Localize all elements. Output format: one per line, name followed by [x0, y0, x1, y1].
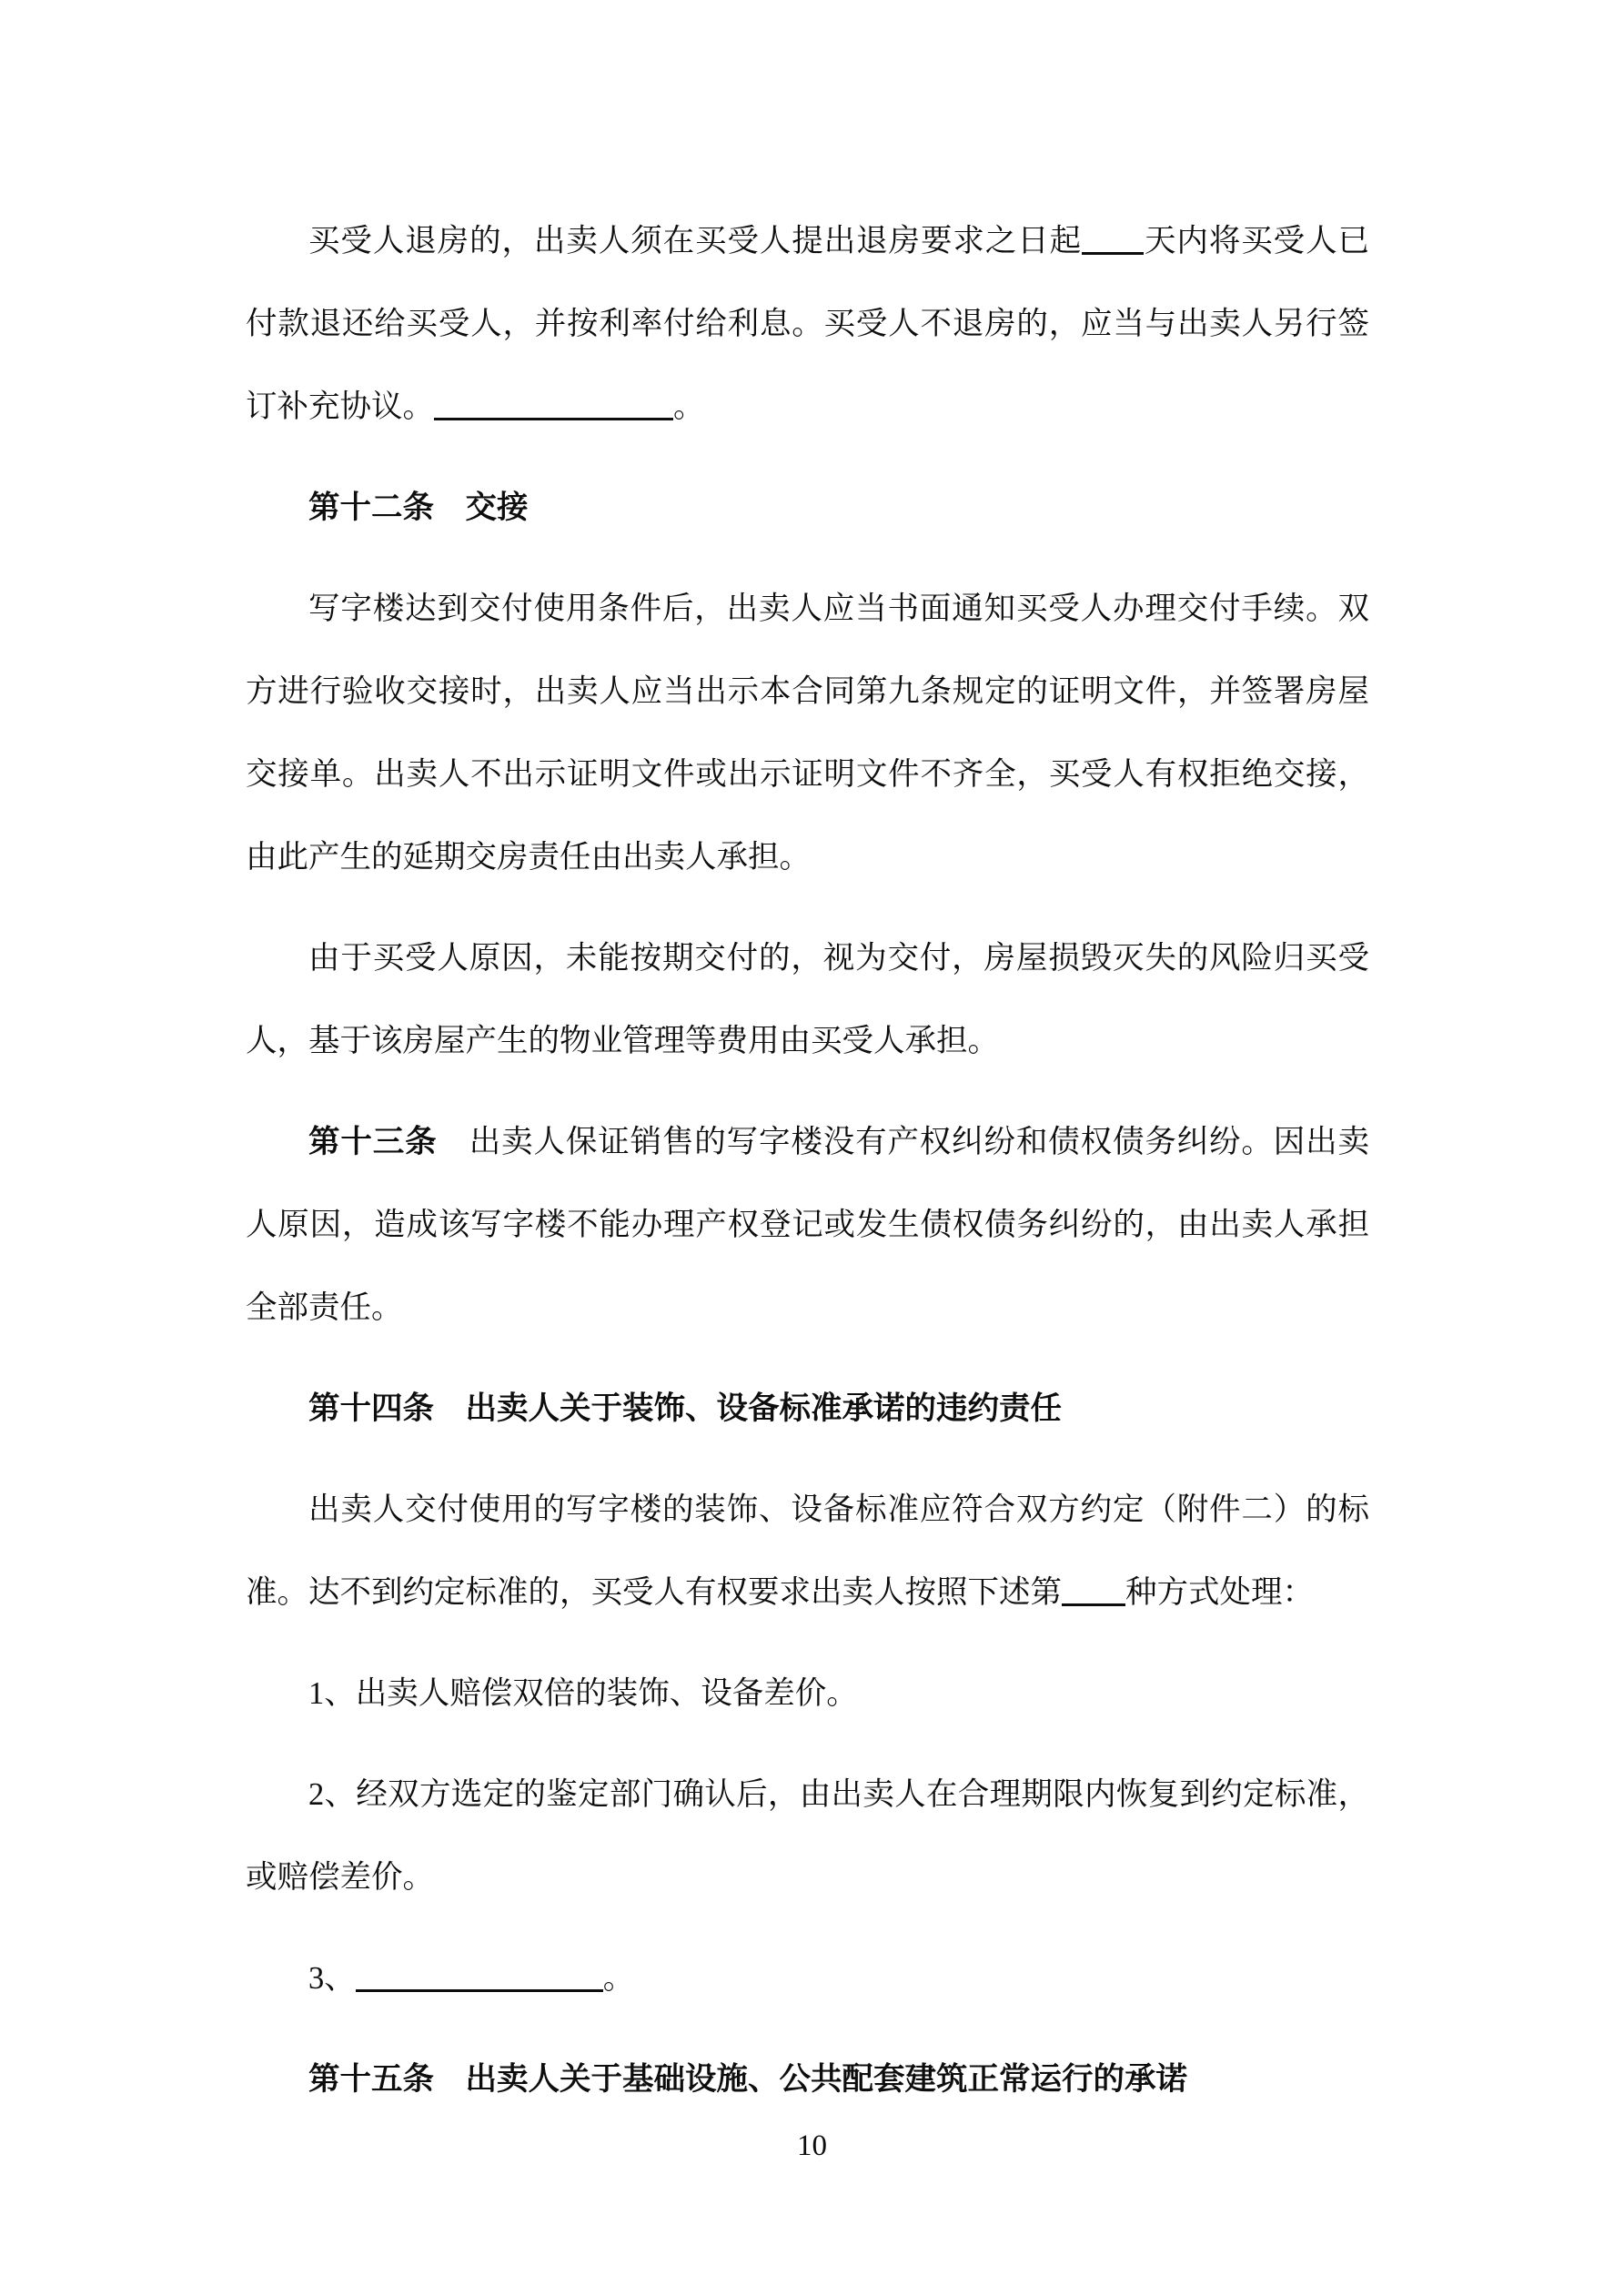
text-run: 出卖人交付使用的写字楼的装饰、设备标准应符合双方约定（附件二）的标准。达不到约定标准的，买受人有权要求出卖人按照下述第: [246, 1492, 1369, 1610]
clause-11-refund-paragraph: [246, 200, 1369, 449]
clause-14-item-1: [246, 1653, 1369, 1735]
fill-in-blank: [356, 1986, 603, 1992]
text-run: 。: [673, 389, 705, 424]
text-run: 2、经双方选定的鉴定部门确认后，由出卖人在合理期限内恢复到约定标准，或赔偿差价。: [246, 1777, 1369, 1895]
clause-15-heading: [246, 2038, 1369, 2121]
clause-14-item-2: [246, 1754, 1369, 1919]
clause-14-paragraph: [246, 1469, 1369, 1634]
page-footer: [0, 2128, 1624, 2164]
text-run: 1、出卖人赔偿双倍的装饰、设备差价。: [308, 1676, 858, 1711]
fill-in-blank: [1062, 1600, 1125, 1606]
text-run: 天内将买受人已付款退还给买受人，并按利率付给利息。买受人不退房的，应当与出卖人另行签订补充协议。: [246, 224, 1369, 424]
text-run: 。: [602, 1961, 635, 1996]
page-number: 10: [797, 2129, 827, 2162]
text-run: 3、: [308, 1961, 356, 1996]
fill-in-blank: [1082, 248, 1144, 255]
text-run: 由于买受人原因，未能按期交付的，视为交付，房屋损毁灭失的风险归买受人，基于该房屋产生的物业管理等费用由买受人承担。: [246, 941, 1369, 1058]
fill-in-blank: [434, 414, 673, 420]
clause-12-paragraph-1: [246, 568, 1369, 899]
clause-number: 第十三条: [308, 1125, 438, 1159]
clause-13-paragraph: [246, 1101, 1369, 1350]
text-run: 第十四条 出卖人关于装饰、设备标准承诺的违约责任: [308, 1391, 1062, 1426]
clause-12-paragraph-2: [246, 917, 1369, 1083]
text-run: 第十二条 交接: [308, 491, 529, 525]
text-run: 种方式处理：: [1125, 1575, 1314, 1610]
clause-12-heading: [246, 467, 1369, 550]
clause-14-item-3: [246, 1937, 1369, 2020]
text-run: 出卖人保证销售的写字楼没有产权纠纷和债权债务纠纷。因出卖人原因，造成该写字楼不能办理产权登记或发生债权债务纠纷的，由出卖人承担全部责任。: [246, 1125, 1369, 1325]
text-run: 第十五条 出卖人关于基础设施、公共配套建筑正常运行的承诺: [308, 2062, 1187, 2097]
text-run: 写字楼达到交付使用条件后，出卖人应当书面通知买受人办理交付手续。双方进行验收交接时，出卖人应当出示本合同第九条规定的证明文件，并签署房屋交接单。出卖人不出示证明文件或出示证明文件不齐全，买受人有权拒绝交接，由此产生的延期交房责任由出卖人承担。: [246, 592, 1369, 875]
document-content: [246, 200, 1369, 2139]
text-run: 买受人退房的，出卖人须在买受人提出退房要求之日起: [308, 224, 1083, 258]
clause-14-heading: [246, 1368, 1369, 1451]
